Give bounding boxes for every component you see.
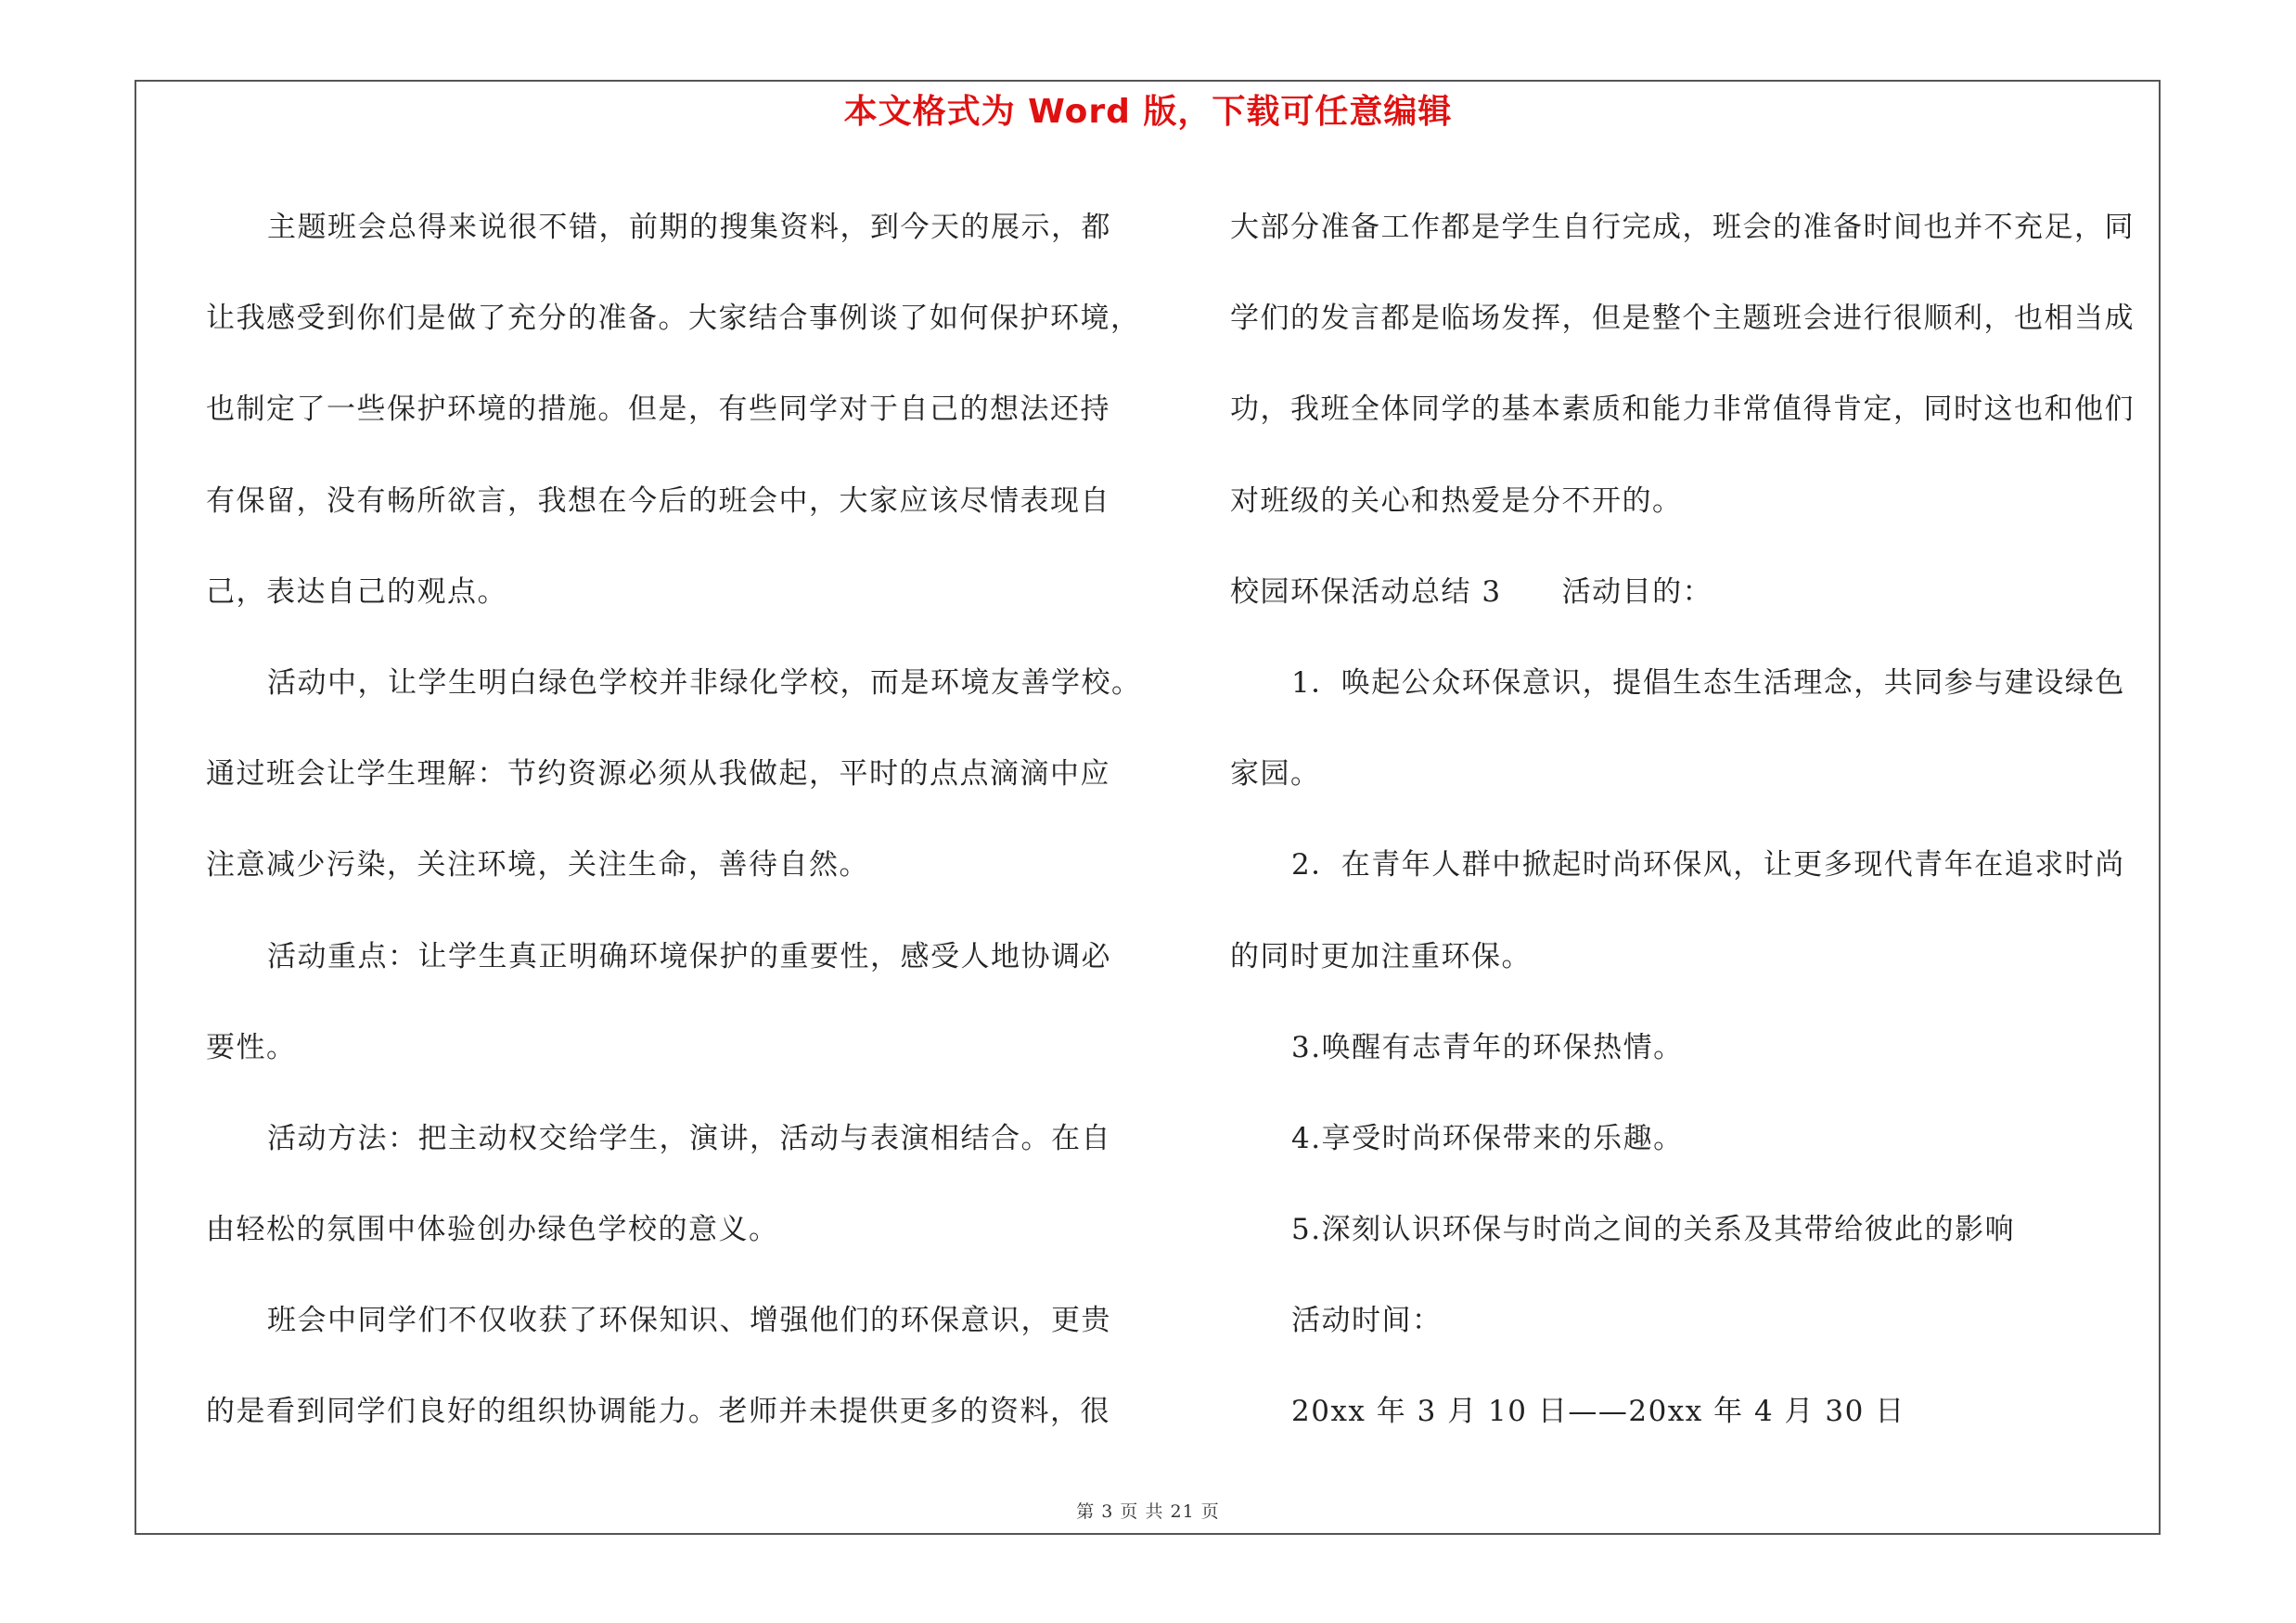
text-line: 1．唤起公众环保意识，提倡生态生活理念，共同参与建设绿色 bbox=[1291, 665, 2125, 700]
text-line: 注意减少污染，关注环境，关注生命，善待自然。 bbox=[206, 848, 869, 882]
text-line: 活动中，让学生明白绿色学校并非绿化学校，而是环境友善学校。 bbox=[267, 665, 1142, 700]
text-line: 3.唤醒有志青年的环保热情。 bbox=[1291, 1030, 1684, 1064]
text-line: 有保留，没有畅所欲言，我想在今后的班会中，大家应该尽情表现自 bbox=[206, 483, 1110, 518]
section-heading: 校园环保活动总结 3 活动目的： bbox=[1230, 574, 1713, 609]
text-line: 让我感受到你们是做了充分的准备。大家结合事例谈了如何保护环境， bbox=[206, 302, 1141, 336]
text-line: 的同时更加注重环保。 bbox=[1230, 939, 1532, 973]
text-line: 活动重点：让学生真正明确环境保护的重要性，感受人地协调必 bbox=[267, 939, 1111, 973]
page-number-footer: 第 3 页 共 21 页 bbox=[1076, 1501, 1220, 1522]
header-banner: 本文格式为 Word 版，下载可任意编辑 bbox=[843, 93, 1453, 131]
left-column bbox=[206, 182, 1142, 1458]
text-line: 4.享受时尚环保带来的乐趣。 bbox=[1291, 1121, 1684, 1155]
text-line: 功，我班全体同学的基本素质和能力非常值得肯定，同时这也和他们 bbox=[1230, 393, 2135, 427]
text-line: 活动方法：把主动权交给学生，演讲，活动与表演相结合。在自 bbox=[267, 1121, 1111, 1155]
right-column bbox=[1230, 182, 2148, 1458]
text-line: 也制定了一些保护环境的措施。但是，有些同学对于自己的想法还持 bbox=[206, 393, 1110, 427]
text-line: 大部分准备工作都是学生自行完成，班会的准备时间也并不充足，同 bbox=[1230, 211, 2135, 244]
text-line: 的是看到同学们良好的组织协调能力。老师并未提供更多的资料，很 bbox=[206, 1395, 1110, 1429]
text-line: 由轻松的氛围中体验创办绿色学校的意义。 bbox=[206, 1213, 779, 1247]
text-line: 活动时间： bbox=[1291, 1304, 1443, 1338]
text-line: 家园。 bbox=[1230, 757, 1321, 792]
text-line: 对班级的关心和热爱是分不开的。 bbox=[1230, 483, 1683, 518]
text-line: 学们的发言都是临场发挥，但是整个主题班会进行很顺利，也相当成 bbox=[1230, 302, 2135, 336]
text-line: 20xx 年 3 月 10 日——20xx 年 4 月 30 日 bbox=[1291, 1395, 1905, 1429]
text-line: 班会中同学们不仅收获了环保知识、增强他们的环保意识，更贵 bbox=[267, 1304, 1111, 1338]
text-line: 5.深刻认识环保与时尚之间的关系及其带给彼此的影响 bbox=[1291, 1213, 2016, 1247]
text-line: 通过班会让学生理解：节约资源必须从我做起，平时的点点滴滴中应 bbox=[206, 757, 1110, 792]
text-line: 己，表达自己的观点。 bbox=[206, 574, 507, 609]
text-line: 主题班会总得来说很不错，前期的搜集资料，到今天的展示，都 bbox=[267, 211, 1111, 244]
text-line: 要性。 bbox=[206, 1030, 297, 1064]
text-line: 2．在青年人群中掀起时尚环保风，让更多现代青年在追求时尚 bbox=[1291, 848, 2125, 882]
